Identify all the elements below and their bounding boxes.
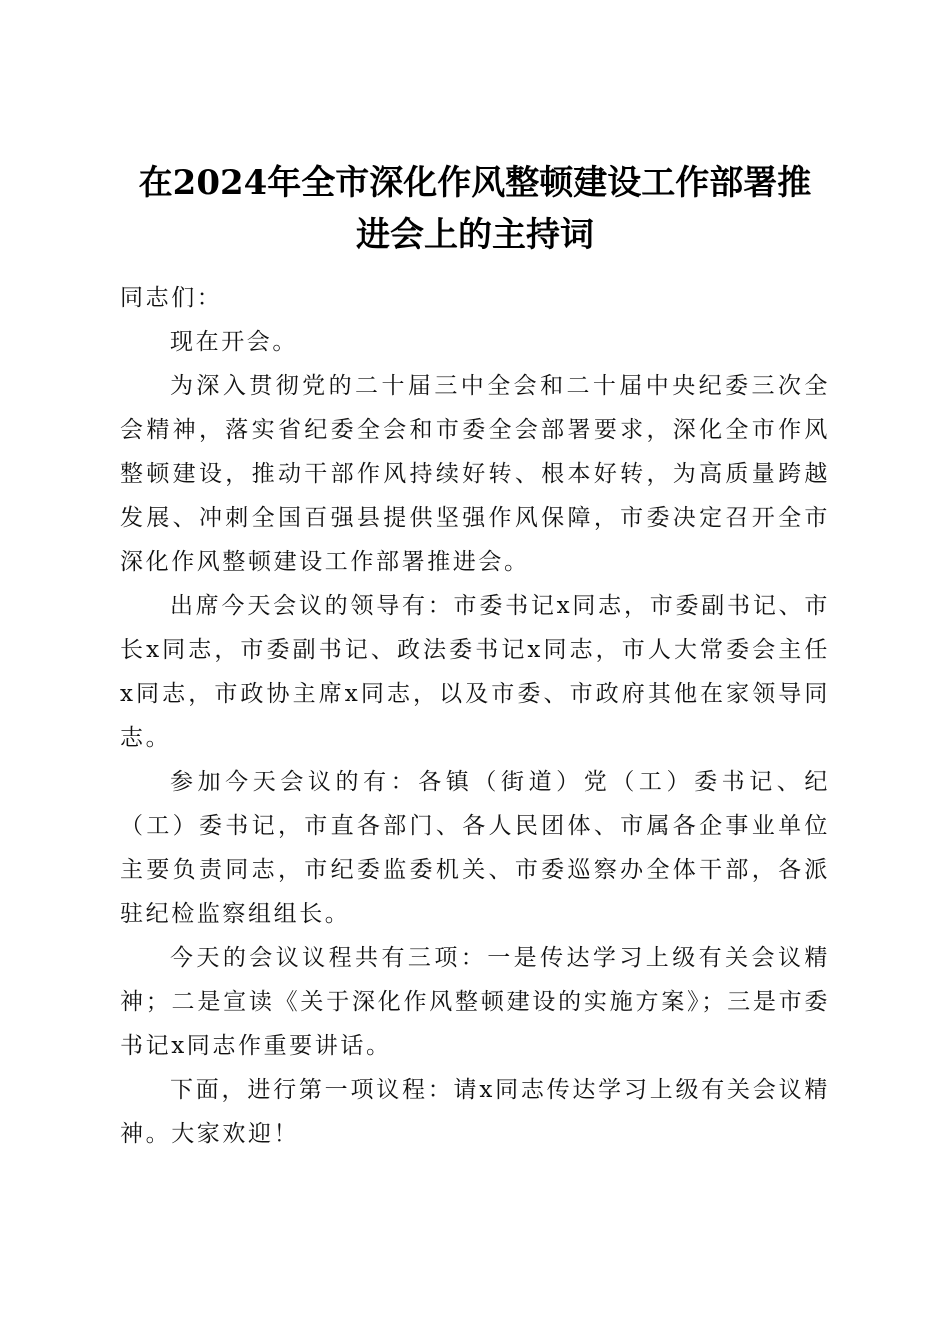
paragraph-agenda: 今天的会议议程共有三项：一是传达学习上级有关会议精神；二是宣读《关于深化作风整顿建设的实施方案》；三是市委书记x同志作重要讲话。 [120, 945, 830, 1059]
document-title [100, 157, 850, 261]
salutation: 同志们： [120, 285, 223, 311]
paragraph-attendees: 参加今天会议的有：各镇（街道）党（工）委书记、纪（工）委书记，市直各部门、各人民团体、市属各企事业单位主要负责同志，市纪委监委机关、市委巡察办全体干部，各派驻纪检监察组组长。 [120, 769, 830, 927]
paragraph-first-item: 下面，进行第一项议程：请x同志传达学习上级有关会议精神。大家欢迎！ [120, 1077, 830, 1147]
title-line-1: 在2024年全市深化作风整顿建设工作部署推 [138, 162, 812, 203]
paragraph-leaders-present: 出席今天会议的领导有：市委书记x同志，市委副书记、市长x同志，市委副书记、政法委书记x同志，市人大常委会主任x同志，市政协主席x同志，以及市委、市政府其他在家领导同志。 [120, 593, 830, 751]
paragraph-open-meeting: 现在开会。 [170, 329, 298, 355]
document-body [120, 276, 830, 1156]
paragraph-purpose: 为深入贯彻党的二十届三中全会和二十届中央纪委三次全会精神，落实省纪委全会和市委全会部署要求，深化全市作风整顿建设，推动干部作风持续好转、根本好转，为高质量跨越发展、冲刺全国百强县提供坚强作风保障，市委决定召开全市深化作风整顿建设工作部署推进会。 [120, 373, 830, 575]
title-line-2: 进会上的主持词 [356, 214, 594, 255]
